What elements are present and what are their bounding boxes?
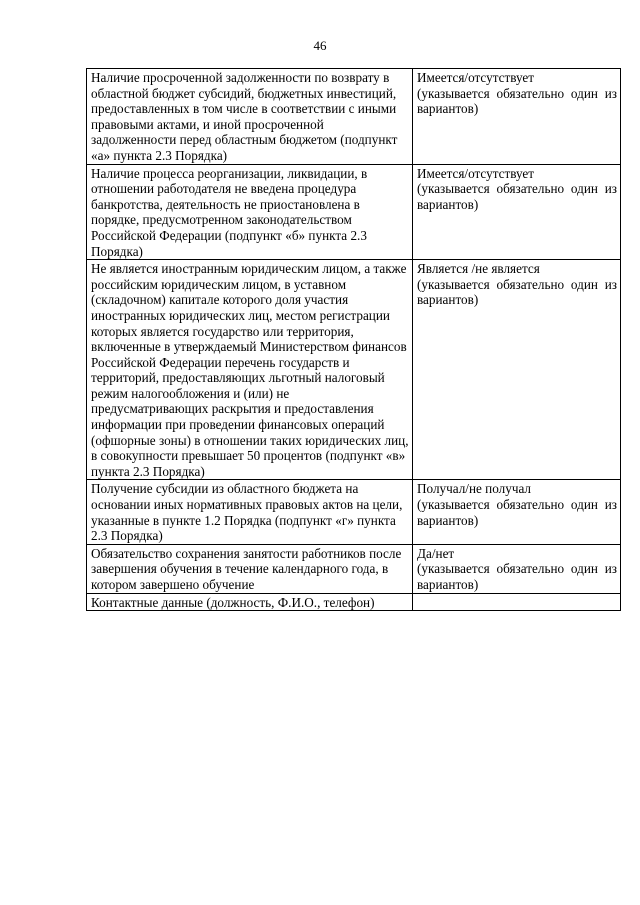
criterion-cell — [87, 544, 413, 593]
page-number: 46 — [313, 38, 327, 53]
criterion-text: Не является иностранным юридическим лицом, а также российским юридическим лицом, в уставном (складочном) капитале которого доля участия иностранных юридических лиц, местом регистрации которых является государство или территория, включенные в утверждаемый Министерством финансов Российской Федерации перечень государств и территорий, предоставляющих льготный налоговый режим налогообложения и (или) не предусматривающих раскрытия и предоставления информации при проведении финансовых операций (офшорные зоны) в отношении таких юридических лиц, в совокупности превышает 50 процентов (подпункт «в» пункта 2.3 Порядка) — [91, 261, 409, 479]
criterion-cell — [87, 164, 413, 260]
criterion-text: Наличие просроченной задолженности по возврату в областной бюджет субсидий, бюджетных инвестиций, предоставленных в том числе в соответствии с иными правовыми актами, и иной просроченной задолженности перед областным бюджетом (подпункт «а» пункта 2.3 Порядка) — [91, 70, 398, 163]
criterion-text: Наличие процесса реорганизации, ликвидации, в отношении работодателя не введена процедура банкротства, деятельность не приостановлена в порядке, предусмотренном законодательством Российской Федерации (подпункт «б» пункта 2.3 Порядка) — [91, 165, 368, 259]
value-note: (указывается обязательно один из вариантов) — [417, 497, 617, 528]
criterion-text: Обязательство сохранения занятости работников после завершения обучения в течение календарного года, в котором завершено обучение — [91, 545, 402, 592]
table-row — [87, 164, 621, 260]
table-row — [87, 544, 621, 593]
value-options: Имеется/отсутствует — [417, 165, 535, 181]
value-options: Получал/не получал — [417, 481, 532, 497]
value-note: (указывается обязательно один из вариантов) — [417, 85, 617, 117]
criterion-cell — [87, 69, 413, 165]
table-row — [87, 69, 621, 165]
value-cell — [413, 69, 621, 165]
value-options: Имеется/отсутствует — [417, 70, 535, 85]
criterion-text: Контактные данные (должность, Ф.И.О., телефон) — [91, 594, 375, 610]
criterion-cell — [87, 480, 413, 544]
value-cell — [413, 260, 621, 480]
value-cell — [413, 480, 621, 544]
table-row — [87, 480, 621, 544]
value-note: (указывается обязательно один из вариантов) — [417, 561, 617, 592]
applicant-criteria-table — [86, 68, 621, 611]
criterion-cell — [87, 593, 413, 611]
value-cell — [413, 164, 621, 260]
criterion-text: Получение субсидии из областного бюджета на основании иных нормативных правовых актов на цели, указанные в пункте 1.2 Порядка (подпункт «г» пункта 2.3 Порядка) — [91, 481, 403, 544]
value-note: (указывается обязательно один из вариантов) — [417, 276, 617, 308]
value-note: (указывается обязательно один из вариантов) — [417, 181, 617, 212]
table-row — [87, 593, 621, 611]
value-options: Да/нет — [417, 545, 455, 561]
contact-value-cell — [413, 593, 621, 611]
value-cell — [413, 544, 621, 593]
criterion-cell — [87, 260, 413, 480]
value-options: Является /не является — [417, 261, 540, 277]
table-row — [87, 260, 621, 480]
